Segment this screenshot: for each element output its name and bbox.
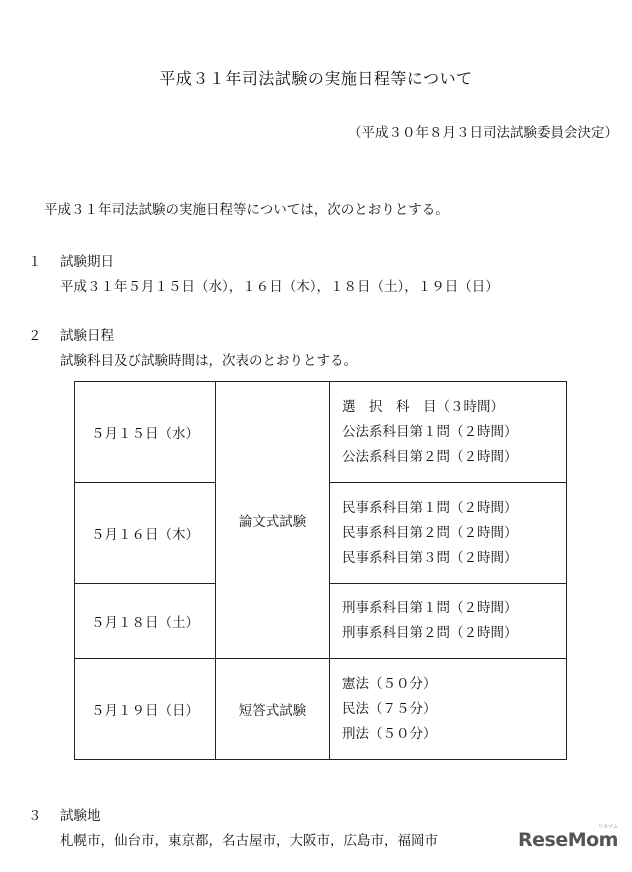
section-heading-exam-locations: 試験地	[60, 808, 101, 824]
schedule-date: ５月１８日（土）	[75, 584, 216, 659]
subject-line: 刑事系科目第２問（２時間）	[342, 625, 518, 641]
subject-line: 憲法（５０分）	[342, 675, 437, 692]
section-heading-exam-schedule: 試験日程	[60, 328, 114, 344]
subject-line: 民事系科目第３問（２時間）	[342, 549, 518, 566]
subject-line: 公法系科目第１問（２時間）	[342, 423, 518, 440]
subject-cell	[330, 659, 567, 760]
section-number: １	[28, 254, 42, 270]
schedule-table	[74, 381, 567, 760]
subject-line: 刑事系科目第１問（２時間）	[342, 600, 518, 616]
schedule-date: ５月１６日（木）	[75, 483, 216, 584]
schedule-date: ５月１５日（水）	[75, 382, 216, 483]
subject-line: 民事系科目第２問（２時間）	[342, 524, 518, 541]
table-row	[75, 382, 567, 483]
watermark-small-text: リセマム	[598, 824, 618, 830]
document-title: 平成３１年司法試験の実施日程等について	[159, 69, 473, 88]
resemom-logo: ReseMom	[518, 829, 618, 851]
table-row	[75, 659, 567, 760]
section-number: ３	[28, 808, 42, 824]
subject-line: 民事系科目第１問（２時間）	[342, 499, 518, 516]
section-heading-exam-dates: 試験期日	[60, 254, 114, 270]
subject-cell	[330, 382, 567, 483]
subject-cell	[330, 584, 567, 659]
schedule-date: ５月１９日（日）	[75, 659, 216, 760]
exam-schedule-text: 試験科目及び試験時間は，次表のとおりとする。	[60, 353, 357, 369]
subject-line: 選 択 科 目（３時間）	[342, 398, 504, 415]
subject-line: 公法系科目第２問（２時間）	[342, 448, 518, 465]
intro-text: 平成３１年司法試験の実施日程等については，次のとおりとする。	[44, 202, 449, 218]
exam-locations-text: 札幌市，仙台市，東京都，名古屋市，大阪市，広島市，福岡市	[60, 833, 438, 849]
exam-type-essay: 論文式試験	[216, 382, 330, 659]
subject-line: 民法（７５分）	[342, 700, 437, 717]
exam-type-short-answer: 短答式試験	[216, 659, 330, 760]
subject-cell	[330, 483, 567, 584]
decision-note: （平成３０年８月３日司法試験委員会決定）	[348, 125, 618, 141]
exam-dates-text: 平成３１年５月１５日（水），１６日（木），１８日（土），１９日（日）	[60, 279, 499, 295]
section-number: ２	[28, 328, 42, 344]
subject-line: 刑法（５０分）	[342, 725, 437, 742]
